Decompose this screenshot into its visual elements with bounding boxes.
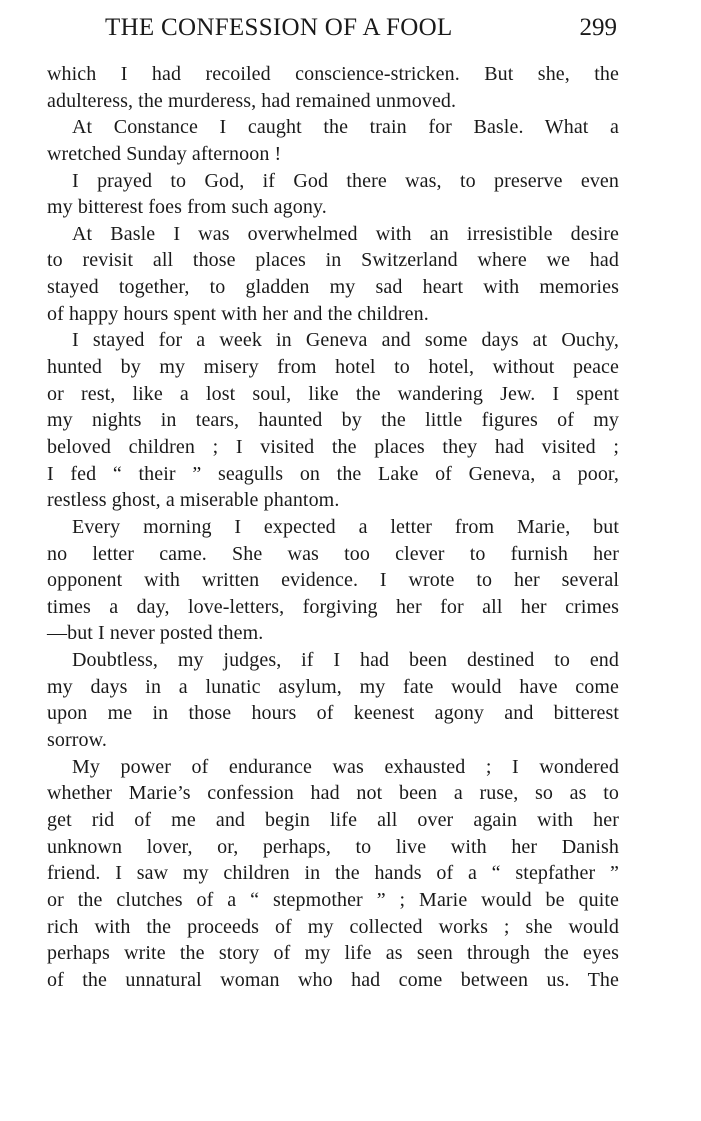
text-line: which I had recoiled conscience-stricken. But she, the [47,63,619,85]
text-line: Every morning I expected a letter from Marie, but [72,515,619,538]
text-line: My power of endurance was exhausted ; I wondered [72,755,619,778]
text-line: beloved children ; I visited the places they had visited ; [47,435,619,458]
text-line: stayed together, to gladden my sad heart with memories [47,276,619,299]
text-line: no letter came. She was too clever to furnish her [47,542,619,565]
text-line: get rid of me and begin life all over again with her [47,808,619,831]
text-line: my days in a lunatic asylum, my fate would have come [47,675,619,698]
text-line: of the unnatural woman who had come between us. The [47,968,619,991]
text-line: —but I never posted them. [47,622,264,645]
page-number: 299 [579,14,617,41]
text-line: my nights in tears, haunted by the little figures of my [47,409,619,432]
text-line: hunted by my misery from hotel to hotel, without peace [47,356,619,379]
text-line: sorrow. [47,729,107,752]
text-line: or rest, like a lost soul, like the wandering Jew. I spent [47,382,619,405]
text-line: friend. I saw my children in the hands of a “ stepfather ” [47,862,619,885]
text-line: restless ghost, a miserable phantom. [47,489,340,512]
text-line: upon me in those hours of keenest agony and bitterest [47,702,619,725]
text-line: of happy hours spent with her and the children. [47,302,429,325]
text-line: adulteress, the murderess, had remained unmoved. [47,89,457,112]
text-line: opponent with written evidence. I wrote to her several [47,569,619,592]
text-line: my bitterest foes from such agony. [47,196,327,219]
text-line: At Basle I was overwhelmed with an irresistible desire [72,222,619,245]
text-line: unknown lover, or, perhaps, to live with her Danish [47,835,619,858]
text-line: I stayed for a week in Geneva and some days at Ouchy, [72,329,619,352]
body-text [47,61,619,993]
text-line: I prayed to God, if God there was, to preserve even [72,169,619,192]
text-line: At Constance I caught the train for Basle. What a [72,116,619,139]
running-head-title: THE CONFESSION OF A FOOL [105,14,453,41]
text-line: or the clutches of a “ stepmother ” ; Marie would be quite [47,888,619,911]
text-line: I fed “ their ” seagulls on the Lake of Geneva, a poor, [47,462,619,485]
text-line: whether Marie’s confession had not been a ruse, so as to [47,782,619,805]
running-head [105,14,625,48]
text-line: times a day, love-letters, forgiving her for all her crimes [47,595,619,618]
text-line: Doubtless, my judges, if I had been destined to end [72,649,619,672]
text-line: to revisit all those places in Switzerland where we had [47,249,619,272]
text-line: perhaps write the story of my life as seen through the eyes [47,942,619,965]
text-line: rich with the proceeds of my collected works ; she would [47,915,619,938]
text-line: wretched Sunday afternoon ! [47,142,282,165]
